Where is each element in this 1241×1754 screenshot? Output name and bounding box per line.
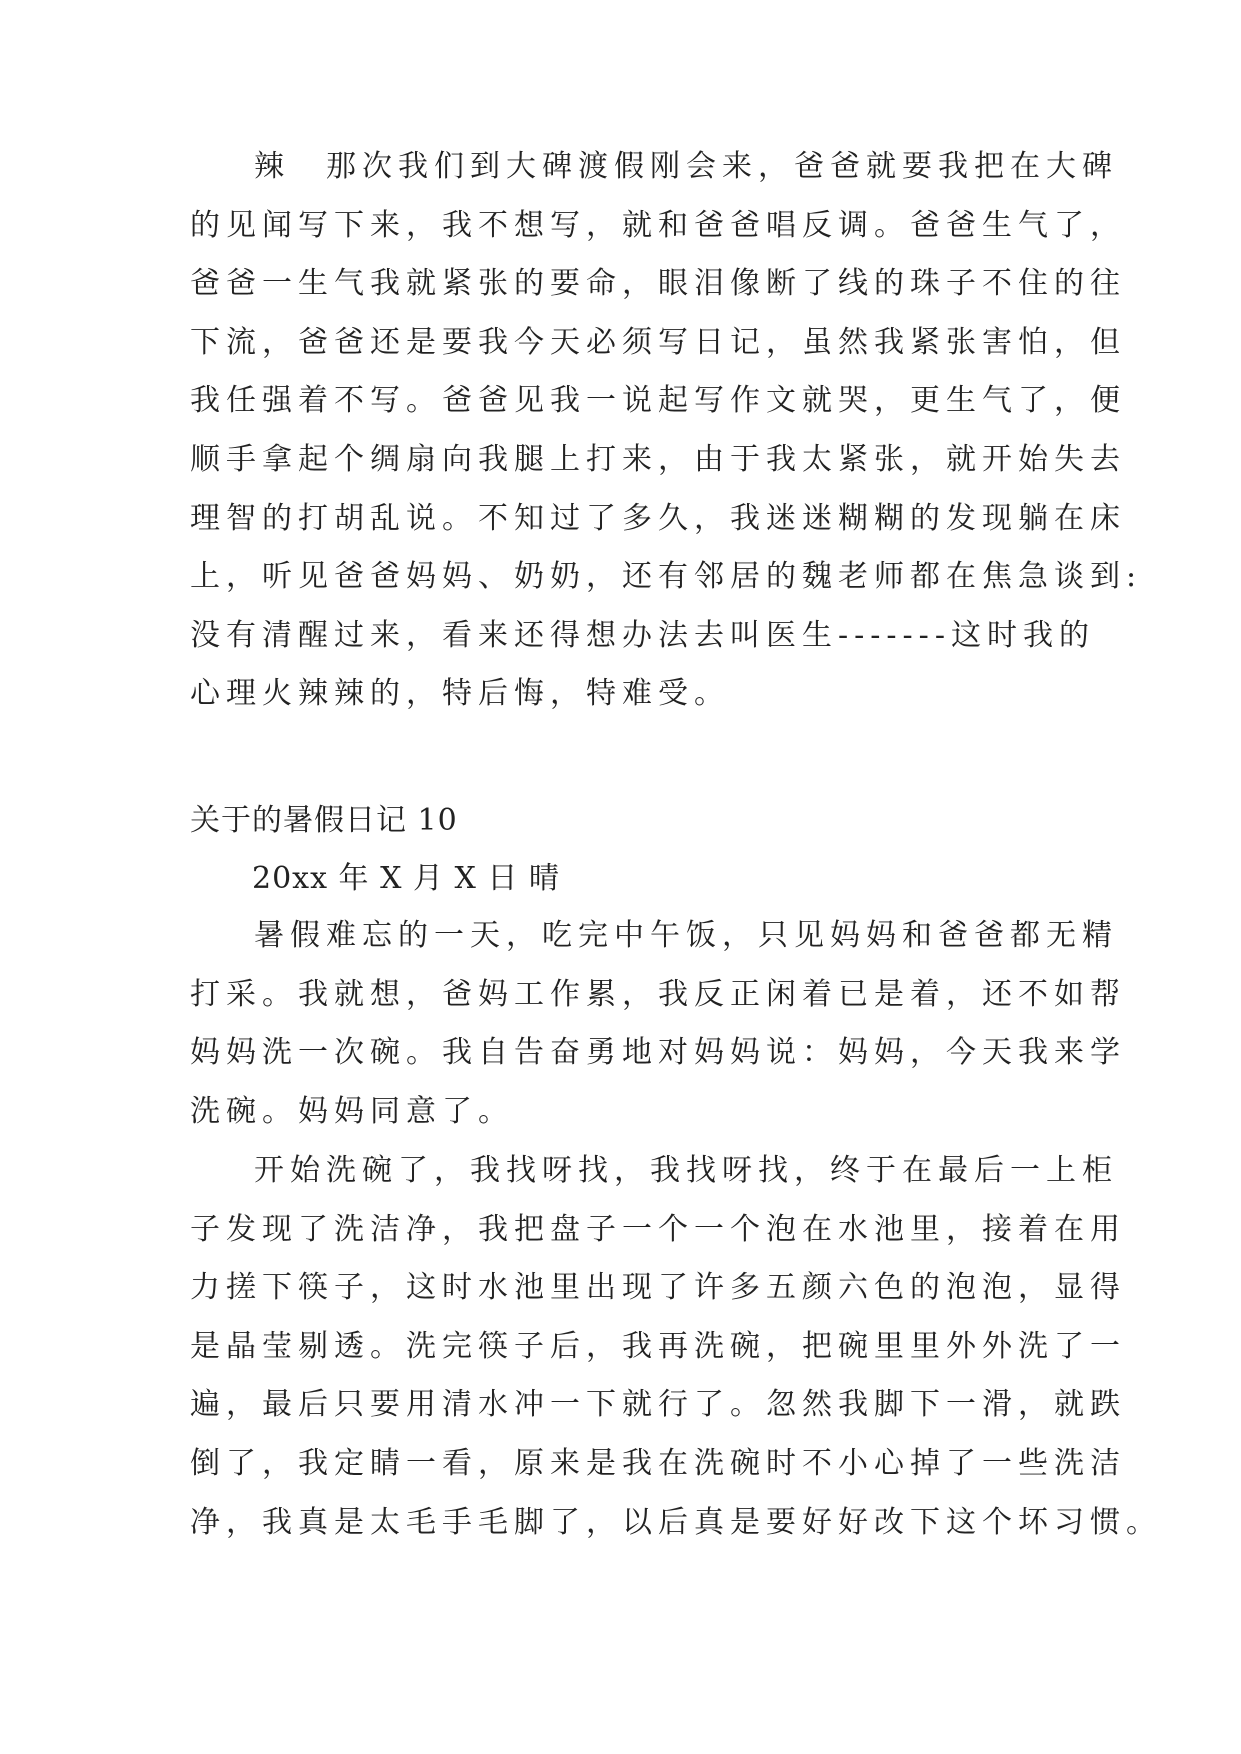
text-line: 上，听见爸爸妈妈、奶奶，还有邻居的魏老师都在焦急谈到: — [190, 559, 1143, 595]
section-heading — [190, 792, 1070, 908]
text-line: 爸爸一生气我就紧张的要命，眼泪像断了线的珠子不住的往 — [190, 266, 1126, 302]
text-line: 子发现了洗洁净，我把盘子一个一个泡在水池里，接着在用 — [190, 1211, 1126, 1247]
text-line: 净，我真是太毛手毛脚了，以后真是要好好改下这个坏习惯。 — [190, 1504, 1162, 1540]
paragraph-1 — [190, 138, 1143, 724]
text-line: 理智的打胡乱说。不知过了多久，我迷迷糊糊的发现躺在床 — [190, 500, 1126, 536]
paragraph-3 — [190, 1142, 1162, 1552]
text-line: 没有清醒过来，看来还得想办法去叫医生-------这时我的 — [190, 617, 1095, 653]
diary-date: 20xx 年 X 月 X 日 晴 — [252, 861, 560, 896]
text-line: 力搓下筷子，这时水池里出现了许多五颜六色的泡泡，显得 — [190, 1270, 1126, 1306]
text-line: 我任强着不写。爸爸见我一说起写作文就哭，更生气了，便 — [190, 383, 1126, 419]
text-line: 顺手拿起个绸扇向我腿上打来，由于我太紧张，就开始失去 — [190, 441, 1126, 477]
paragraph-2 — [190, 907, 1126, 1141]
section-title: 关于的暑假日记 10 — [190, 803, 458, 838]
text-line: 倒了，我定睛一看，原来是我在洗碗时不小心掉了一些洗洁 — [190, 1445, 1126, 1481]
text-line: 是晶莹剔透。洗完筷子后，我再洗碗，把碗里里外外洗了一 — [190, 1328, 1126, 1364]
text-line: 心理火辣辣的，特后悔，特难受。 — [190, 676, 730, 712]
text-line: 妈妈洗一次碗。我自告奋勇地对妈妈说：妈妈，今天我来学 — [190, 1035, 1126, 1071]
text-line: 下流，爸爸还是要我今天必须写日记，虽然我紧张害怕，但 — [190, 324, 1126, 360]
text-line: 暑假难忘的一天，吃完中午饭，只见妈妈和爸爸都无精 — [254, 918, 1118, 953]
text-line: 开始洗碗了，我找呀找，我找呀找，终于在最后一上柜 — [254, 1153, 1118, 1188]
text-line: 遍，最后只要用清水冲一下就行了。忽然我脚下一滑，就跌 — [190, 1387, 1126, 1423]
text-line: 洗碗。妈妈同意了。 — [190, 1093, 514, 1129]
text-line: 辣 那次我们到大碑渡假刚会来，爸爸就要我把在大碑 — [254, 149, 1118, 184]
text-line: 打采。我就想，爸妈工作累，我反正闲着已是着，还不如帮 — [190, 976, 1126, 1012]
text-line: 的见闻写下来，我不想写，就和爸爸唱反调。爸爸生气了， — [190, 207, 1126, 243]
